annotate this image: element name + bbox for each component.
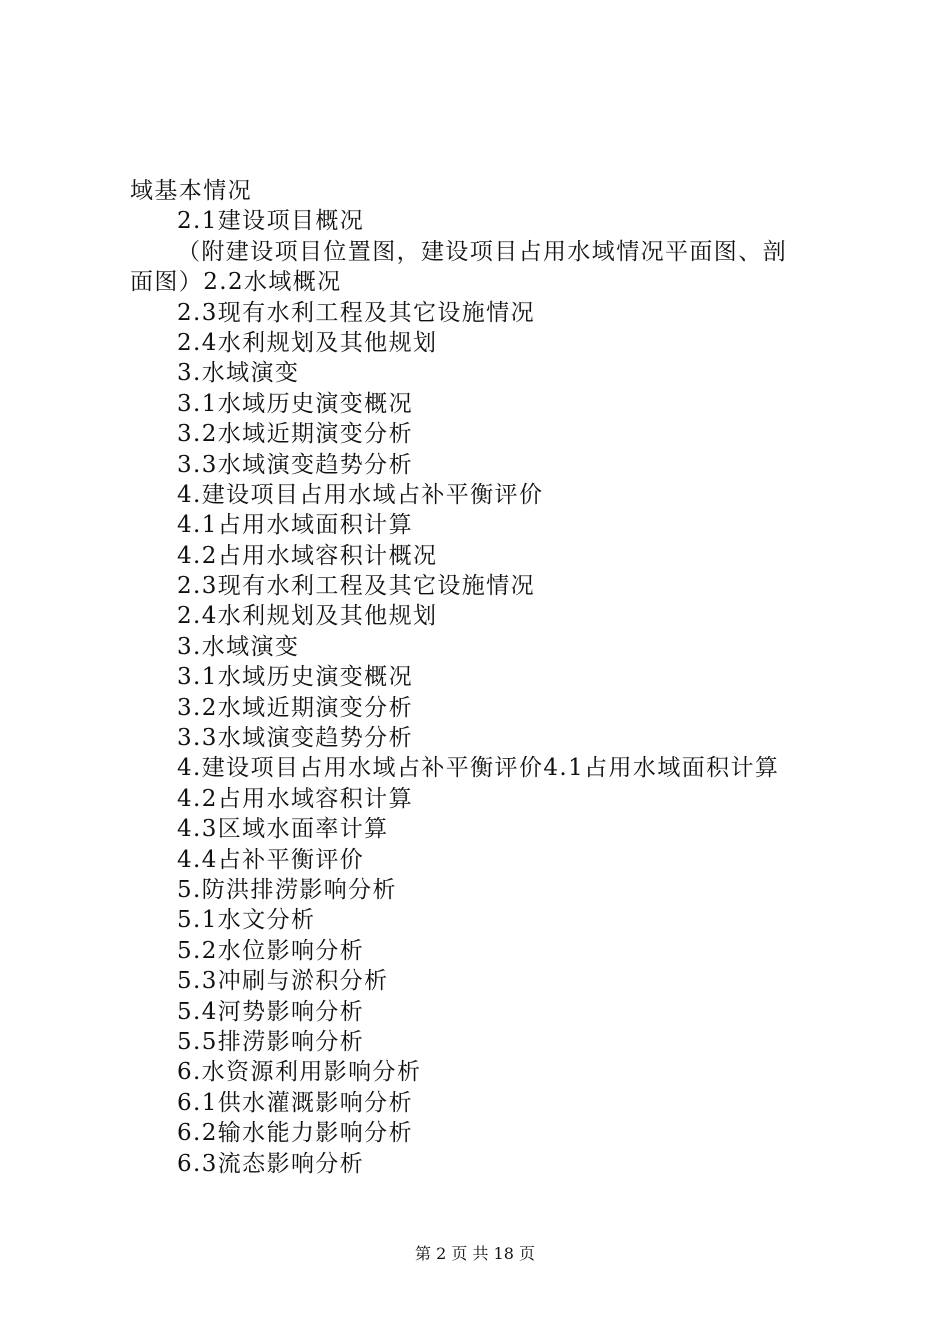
text-line: 3.1水域历史演变概况	[177, 664, 413, 691]
page-number-footer: 第 2 页 共 18 页	[415, 1244, 535, 1263]
text-line: （附建设项目位置图，建设项目占用水域情况平面图、剖	[177, 238, 787, 265]
text-line: 4.4占补平衡评价	[177, 846, 365, 873]
text-line: 4.建设项目占用水域占补平衡评价	[177, 481, 544, 508]
text-line: 域基本情况	[130, 178, 252, 204]
text-line: 2.3现有水利工程及其它设施情况	[177, 573, 535, 600]
text-line: 5.防洪排涝影响分析	[177, 876, 397, 903]
text-line: 2.3现有水利工程及其它设施情况	[177, 299, 535, 326]
text-line: 6.2输水能力影响分析	[177, 1120, 413, 1147]
text-line: 5.2水位影响分析	[177, 937, 365, 964]
text-line: 2.4水利规划及其他规划	[177, 603, 438, 630]
text-line: 6.水资源利用影响分析	[177, 1059, 422, 1086]
text-line: 3.3水域演变趋势分析	[177, 451, 413, 478]
text-line: 3.3水域演变趋势分析	[177, 725, 413, 752]
text-line: 5.4河势影响分析	[177, 998, 365, 1025]
text-line: 4.3区域水面率计算	[177, 816, 389, 843]
text-line: 3.2水域近期演变分析	[177, 421, 413, 448]
text-line: 4.2占用水域容积计概况	[177, 542, 438, 569]
text-line: 面图）2.2水域概况	[130, 269, 342, 296]
document-body	[130, 176, 840, 1179]
text-line: 3.水域演变	[177, 360, 300, 387]
text-line: 4.2占用水域容积计算	[177, 785, 413, 812]
text-line: 3.2水域近期演变分析	[177, 694, 413, 721]
text-line: 2.1建设项目概况	[177, 208, 365, 235]
text-line: 3.水域演变	[177, 633, 300, 660]
text-line: 2.4水利规划及其他规划	[177, 329, 438, 356]
text-line: 5.5排涝影响分析	[177, 1028, 365, 1055]
text-line: 4.建设项目占用水域占补平衡评价4.1占用水域面积计算	[177, 755, 780, 782]
text-line: 4.1占用水域面积计算	[177, 512, 413, 539]
text-line: 3.1水域历史演变概况	[177, 390, 413, 417]
text-line: 6.3流态影响分析	[177, 1150, 365, 1177]
text-line: 6.1供水灌溉影响分析	[177, 1089, 413, 1116]
text-line: 5.1水文分析	[177, 907, 316, 934]
text-line: 5.3冲刷与淤积分析	[177, 968, 389, 995]
